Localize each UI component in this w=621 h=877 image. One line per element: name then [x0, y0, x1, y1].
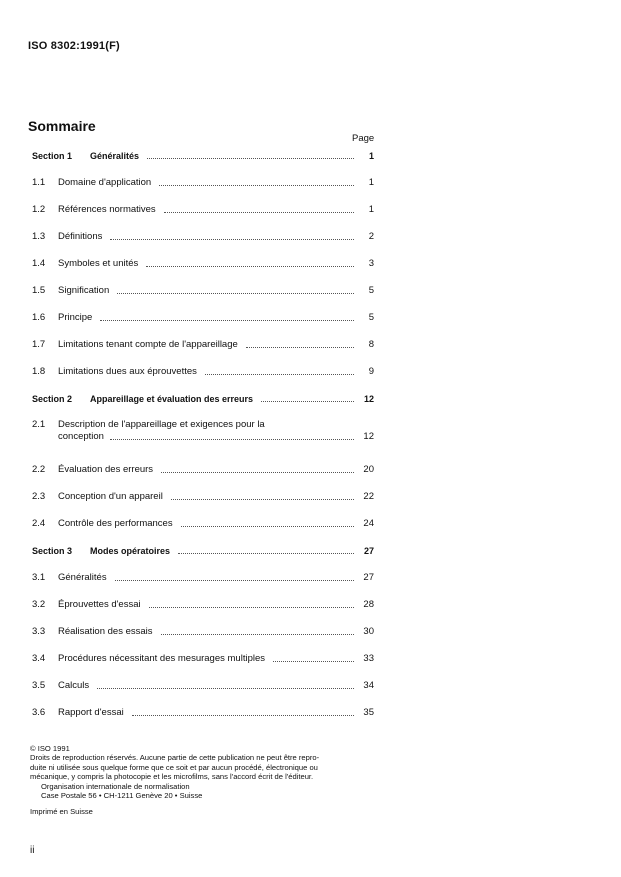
toc-entry-page: 1 — [368, 177, 374, 188]
toc-entry-title: Définitions — [58, 231, 103, 242]
rights-text-line: mécanique, y compris la photocopie et les microfilms, sans l'accord écrit de l'éditeur. — [30, 772, 314, 782]
toc-entry-number: 2.3 — [32, 491, 46, 502]
toc-entry-title: Évaluation des erreurs — [58, 464, 154, 475]
toc-entry-number: 1.6 — [32, 312, 46, 323]
page-title: Sommaire — [28, 118, 96, 134]
toc-entry-number: 1.5 — [32, 285, 46, 296]
toc-entry-title: Éprouvettes d'essai — [58, 599, 141, 610]
toc-entry-page: 20 — [363, 464, 374, 475]
toc-entry-title: Rapport d'essai — [58, 707, 124, 718]
dot-leader — [161, 634, 354, 635]
toc-entry — [32, 624, 374, 638]
toc-entry-number: 3.5 — [32, 680, 46, 691]
toc-entry-page: 2 — [368, 231, 374, 242]
toc-entry-title: Réalisation des essais — [58, 626, 153, 637]
toc-entry-page: 35 — [363, 707, 374, 718]
document-identifier: ISO 8302:1991(F) — [28, 40, 120, 52]
toc-section-entry — [32, 148, 374, 162]
dot-leader — [117, 293, 354, 294]
toc-entry-title: Modes opératoires — [90, 546, 171, 556]
copyright-line: © ISO 1991 — [30, 744, 70, 753]
dot-leader — [97, 688, 354, 689]
toc-entry — [32, 256, 374, 270]
toc-entry-page: 1 — [368, 151, 374, 161]
toc-entry-page: 9 — [368, 366, 374, 377]
toc-entry — [32, 516, 374, 530]
toc-entry — [32, 489, 374, 503]
toc-section-entry — [32, 543, 374, 557]
toc-entry-title: Limitations dues aux éprouvettes — [58, 366, 197, 377]
dot-leader — [178, 553, 354, 554]
toc-entry-page: 1 — [368, 204, 374, 215]
dot-leader — [149, 607, 354, 608]
toc-entry — [32, 419, 374, 445]
dot-leader — [181, 526, 354, 527]
organization-address: Case Postale 56 • CH-1211 Genève 20 • Suisse — [41, 791, 203, 801]
toc-entry-page: 27 — [363, 572, 374, 583]
toc-entry-number: 2.1 — [32, 419, 46, 430]
toc-entry-page: 12 — [363, 394, 374, 404]
toc-entry-title-continuation: conception — [58, 431, 104, 442]
dot-leader — [147, 158, 354, 159]
toc-entry-number: 3.6 — [32, 707, 46, 718]
toc-entry-title: Description de l'appareillage et exigences pour la — [58, 419, 265, 430]
toc-entry — [32, 310, 374, 324]
toc-entry-number: 2.4 — [32, 518, 46, 529]
toc-entry-number: Section 2 — [32, 394, 73, 404]
toc-entry-page: 3 — [368, 258, 374, 269]
toc-entry-title: Procédures nécessitant des mesurages multiples — [58, 653, 265, 664]
dot-leader — [164, 212, 354, 213]
toc-entry-number: 1.2 — [32, 204, 46, 215]
dot-leader — [159, 185, 354, 186]
toc-entry-number: 1.3 — [32, 231, 46, 242]
dot-leader — [205, 374, 354, 375]
toc-entry — [32, 337, 374, 351]
dot-leader — [273, 661, 354, 662]
toc-entry-number: 3.4 — [32, 653, 46, 664]
toc-entry-number: 3.2 — [32, 599, 46, 610]
toc-entry — [32, 202, 374, 216]
toc-entry — [32, 462, 374, 476]
toc-entry — [32, 364, 374, 378]
dot-leader — [171, 499, 354, 500]
organization-name: Organisation internationale de normalisation — [41, 781, 190, 791]
dot-leader — [161, 472, 354, 473]
toc-entry-number: 1.8 — [32, 366, 46, 377]
toc-entry-page: 34 — [363, 680, 374, 691]
toc-entry-title: Appareillage et évaluation des erreurs — [90, 394, 254, 404]
toc-entry-page: 8 — [368, 339, 374, 350]
toc-entry-title: Généralités — [58, 572, 107, 583]
dot-leader — [100, 320, 354, 321]
dot-leader — [261, 401, 354, 402]
toc-entry — [32, 705, 374, 719]
toc-entry-number: 2.2 — [32, 464, 46, 475]
dot-leader — [132, 715, 354, 716]
toc-entry-title: Calculs — [58, 680, 90, 691]
toc-entry-page: 24 — [363, 518, 374, 529]
dot-leader — [115, 580, 354, 581]
toc-entry-title: Domaine d'application — [58, 177, 152, 188]
toc-entry-title: Contrôle des performances — [58, 518, 173, 529]
toc-entry-number: Section 1 — [32, 151, 73, 161]
toc-entry-number: 1.7 — [32, 339, 46, 350]
toc-entry-page: 28 — [363, 599, 374, 610]
toc-entry-number: 1.4 — [32, 258, 46, 269]
toc-entry-title: Limitations tenant compte de l'appareillage — [58, 339, 238, 350]
toc-entry-page: 33 — [363, 653, 374, 664]
toc-entry-title: Conception d'un appareil — [58, 491, 163, 502]
toc-entry — [32, 597, 374, 611]
copyright-notice — [30, 744, 380, 800]
toc-entry-page: 27 — [363, 546, 374, 556]
rights-text-line: Droits de reproduction réservés. Aucune partie de cette publication ne peut être repro- — [30, 753, 320, 763]
toc-section-entry — [32, 391, 374, 405]
toc-entry-title: Principe — [58, 312, 93, 323]
toc-entry-page: 30 — [363, 626, 374, 637]
dot-leader — [246, 347, 354, 348]
toc-entry-number: Section 3 — [32, 546, 73, 556]
toc-entry-number: 3.3 — [32, 626, 46, 637]
toc-entry-title: Généralités — [90, 151, 140, 161]
page-column-header: Page — [352, 133, 375, 144]
toc-entry-number: 3.1 — [32, 572, 46, 583]
toc-entry-page: 5 — [368, 312, 374, 323]
toc-entry-title: Symboles et unités — [58, 258, 139, 269]
page-number: ii — [30, 845, 35, 856]
toc-entry — [32, 229, 374, 243]
dot-leader — [146, 266, 354, 267]
dot-leader — [110, 239, 354, 240]
dot-leader — [110, 439, 354, 440]
toc-entry-page: 5 — [368, 285, 374, 296]
toc-entry — [32, 651, 374, 665]
toc-entry — [32, 570, 374, 584]
printed-in-note: Imprimé en Suisse — [30, 807, 93, 816]
toc-entry-page: 12 — [363, 431, 374, 442]
toc-entry — [32, 175, 374, 189]
toc-entry-title: Références normatives — [58, 204, 156, 215]
toc-entry — [32, 678, 374, 692]
toc-entry-page: 22 — [363, 491, 374, 502]
toc-entry — [32, 283, 374, 297]
toc-entry-title: Signification — [58, 285, 110, 296]
rights-text-line: duite ni utilisée sous quelque forme que ce soit et par aucun procédé, électronique ou — [30, 762, 318, 772]
toc-entry-number: 1.1 — [32, 177, 46, 188]
